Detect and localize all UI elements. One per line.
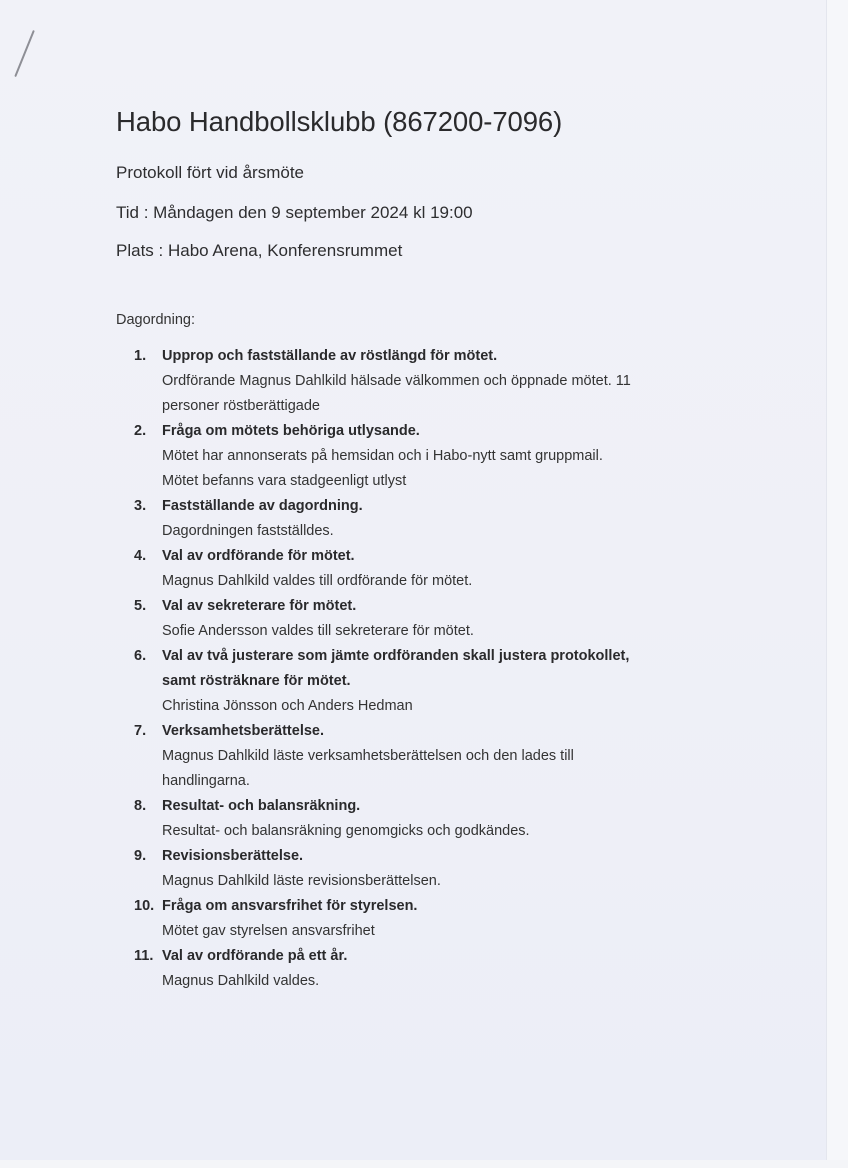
item-number: 6.	[134, 648, 147, 664]
agenda-item	[134, 844, 734, 894]
agenda-item	[134, 494, 734, 544]
item-note: Ordförande Magnus Dahlkild hälsade välkommen och öppnade mötet. 11	[162, 373, 631, 389]
item-note: Magnus Dahlkild läste revisionsberättelsen.	[162, 873, 441, 889]
agenda-item	[134, 719, 734, 794]
item-title: Fråga om mötets behöriga utlysande.	[162, 423, 420, 439]
item-note: Sofie Andersson valdes till sekreterare för mötet.	[162, 623, 474, 639]
page-bottom-edge	[0, 1160, 848, 1168]
agenda-item	[134, 644, 734, 719]
item-title: Verksamhetsberättelse.	[162, 723, 325, 739]
item-number: 4.	[134, 548, 147, 564]
item-number: 11.	[134, 948, 154, 964]
agenda-item	[134, 594, 734, 644]
item-number: 5.	[134, 598, 147, 614]
page-edge	[826, 0, 848, 1168]
item-note: handlingarna.	[162, 773, 250, 789]
item-title: Val av ordförande för mötet.	[162, 548, 355, 564]
item-number: 3.	[134, 498, 147, 514]
item-note: Magnus Dahlkild valdes.	[162, 973, 320, 989]
item-title: Upprop och fastställande av röstlängd för mötet.	[162, 348, 498, 364]
item-number: 1.	[134, 348, 147, 364]
item-title: Fråga om ansvarsfrihet för styrelsen.	[162, 898, 418, 914]
item-note: personer röstberättigade	[162, 398, 320, 414]
item-title: Val av sekreterare för mötet.	[162, 598, 357, 614]
agenda-item	[134, 894, 734, 944]
agenda-item	[134, 794, 734, 844]
item-note: Christina Jönsson och Anders Hedman	[162, 698, 413, 714]
agenda-item	[134, 344, 734, 419]
item-title: Val av två justerare som jämte ordföranden skall justera protokollet,	[162, 648, 630, 664]
item-note: Dagordningen fastställdes.	[162, 523, 334, 539]
item-number: 7.	[134, 723, 147, 739]
meeting-time: Tid : Måndagen den 9 september 2024 kl 19:00	[116, 203, 473, 222]
item-note: Mötet gav styrelsen ansvarsfrihet	[162, 923, 375, 939]
item-title-continued: samt rösträknare för mötet.	[162, 673, 351, 689]
item-note: Mötet befanns vara stadgeenligt utlyst	[162, 473, 407, 489]
item-note: Magnus Dahlkild läste verksamhetsberättelsen och den lades till	[162, 748, 574, 764]
document-subtitle: Protokoll fört vid årsmöte	[116, 163, 305, 182]
item-note: Resultat- och balansräkning genomgicks och godkändes.	[162, 823, 530, 839]
item-title: Resultat- och balansräkning.	[162, 798, 361, 814]
item-note: Magnus Dahlkild valdes till ordförande för mötet.	[162, 573, 473, 589]
item-note: Mötet har annonserats på hemsidan och i Habo-nytt samt gruppmail.	[162, 448, 603, 464]
item-title: Fastställande av dagordning.	[162, 498, 363, 514]
item-number: 10.	[134, 898, 155, 914]
meeting-place: Plats : Habo Arena, Konferensrummet	[116, 241, 403, 260]
item-number: 8.	[134, 798, 147, 814]
agenda-label: Dagordning:	[116, 312, 195, 328]
item-title: Val av ordförande på ett år.	[162, 948, 348, 964]
agenda-list	[134, 344, 734, 994]
document-title: Habo Handbollsklubb (867200-7096)	[116, 106, 563, 137]
agenda-item	[134, 944, 734, 994]
item-number: 2.	[134, 423, 147, 439]
item-title: Revisionsberättelse.	[162, 848, 304, 864]
item-number: 9.	[134, 848, 147, 864]
agenda-item	[134, 419, 734, 494]
agenda-item	[134, 544, 734, 594]
